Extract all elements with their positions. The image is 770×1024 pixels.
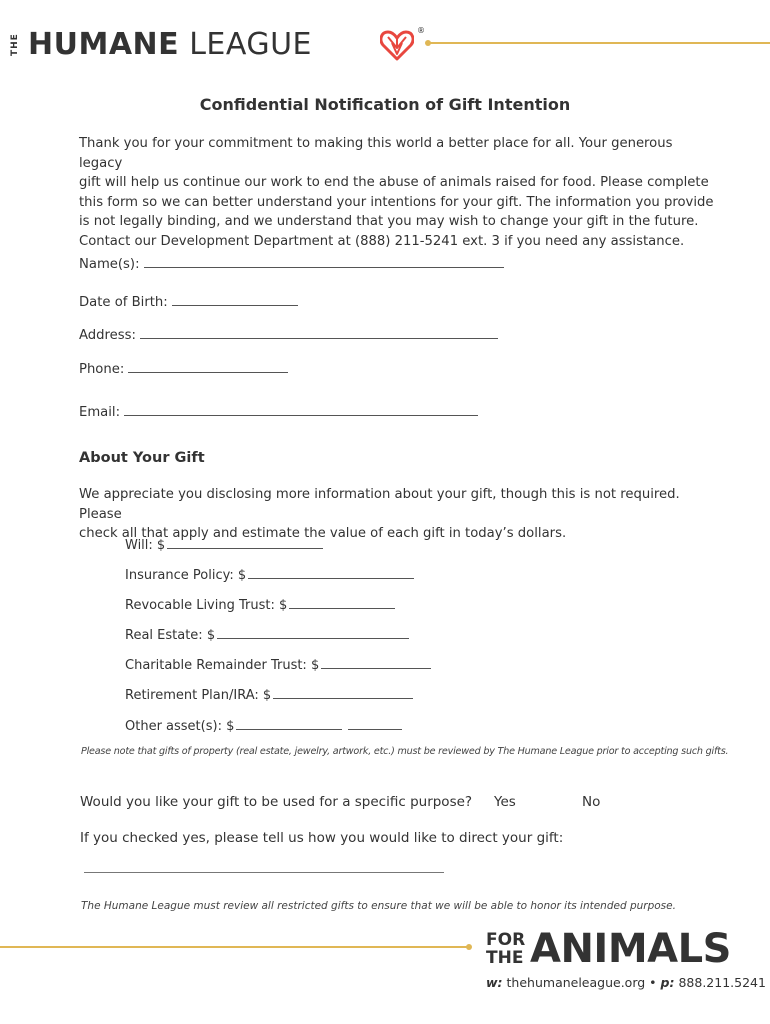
gift-will-label: Will: $ [125,538,166,553]
intro-line: Contact our Development Department at (888) 211-5241 ext. 3 if you need any assistance. [79,233,685,249]
fta-for: FOR [486,930,526,950]
about-gift-paragraph [79,485,719,544]
gift-charitable-input-line[interactable] [321,658,431,669]
page-title: Confidential Notification of Gift Intention [199,95,571,114]
email-label: Email: [79,405,121,420]
direct-gift-input-line[interactable] [84,872,444,873]
intro-paragraph [79,134,719,251]
fta-animals: ANIMALS [530,926,731,972]
address-label: Address: [79,328,136,343]
address-field [79,328,498,343]
logo-the-text: THE [10,33,20,57]
gift-retirement [125,688,413,703]
logo-name [28,26,312,64]
email-input-line[interactable] [124,405,478,416]
gift-trust-input-line[interactable] [289,598,395,609]
gift-insurance-label: Insurance Policy: $ [125,568,247,583]
email-field [79,405,478,420]
dob-field [79,295,298,310]
intro-line: gift will help us continue our work to end the abuse of animals raised for food. Please complete [79,175,709,190]
property-note: Please note that gifts of property (real estate, jewelry, artwork, etc.) must be reviewed by The Humane League prior to accepting such gifts. [81,746,729,757]
gift-charitable-label: Charitable Remainder Trust: $ [125,658,320,673]
phone-input-line[interactable] [128,362,288,373]
purpose-question: Would you like your gift to be used for a specific purpose? [80,794,473,810]
web-label: w: [486,975,503,990]
header-divider [428,42,770,44]
footer-phone: 888.211.5241 [678,975,766,990]
names-field [79,257,504,272]
purpose-no-option[interactable]: No [582,794,601,810]
footer-divider [0,946,469,948]
purpose-yes-option[interactable]: Yes [494,794,516,810]
footer-contact [486,975,766,990]
logo-league-text: LEAGUE [189,27,313,62]
gift-other-value-line[interactable] [236,719,342,730]
gift-other-description-line[interactable] [348,719,402,730]
names-label: Name(s): [79,257,140,272]
gift-insurance [125,568,414,583]
intro-line: this form so we can better understand your intentions for your gift. The information you provide [79,194,714,210]
direct-gift-question: If you checked yes, please tell us how you would like to direct your gift: [80,830,564,846]
gift-real-estate-label: Real Estate: $ [125,628,216,643]
logo-humane-text: HUMANE [28,27,180,62]
dob-input-line[interactable] [172,295,298,306]
phone-label-footer: p: [660,975,675,990]
gift-charitable [125,658,431,673]
gift-retirement-label: Retirement Plan/IRA: $ [125,688,272,703]
gift-retirement-input-line[interactable] [273,688,413,699]
gift-insurance-input-line[interactable] [248,568,414,579]
phone-field [79,362,288,377]
gift-trust [125,598,395,613]
gift-trust-label: Revocable Living Trust: $ [125,598,288,613]
about-line: We appreciate you disclosing more information about your gift, though this is not required. Please [79,487,680,522]
intro-line: is not legally binding, and we understand that you may wish to change your gift in the future. [79,214,699,229]
about-gift-heading: About Your Gift [79,450,205,466]
address-input-line[interactable] [140,328,498,339]
fta-the: THE [486,948,524,968]
fta-small-text [486,931,525,967]
dob-label: Date of Birth: [79,295,168,310]
gift-real-estate [125,628,409,643]
gift-other [125,719,402,734]
gift-will-input-line[interactable] [167,538,323,549]
gift-real-estate-input-line[interactable] [217,628,409,639]
contact-separator: • [649,975,657,990]
website-link[interactable]: thehumaneleague.org [506,975,646,990]
gift-will [125,538,323,553]
restricted-gift-note: The Humane League must review all restricted gifts to ensure that we will be able to honor its intended purpose. [81,900,676,912]
registered-mark: ® [417,26,425,35]
phone-label: Phone: [79,362,125,377]
names-input-line[interactable] [144,257,504,268]
heart-icon [380,29,414,61]
intro-line: Thank you for your commitment to making this world a better place for all. Your generous legacy [79,136,673,171]
about-line: check all that apply and estimate the value of each gift in today’s dollars. [79,526,567,541]
gift-other-label: Other asset(s): $ [125,719,235,734]
